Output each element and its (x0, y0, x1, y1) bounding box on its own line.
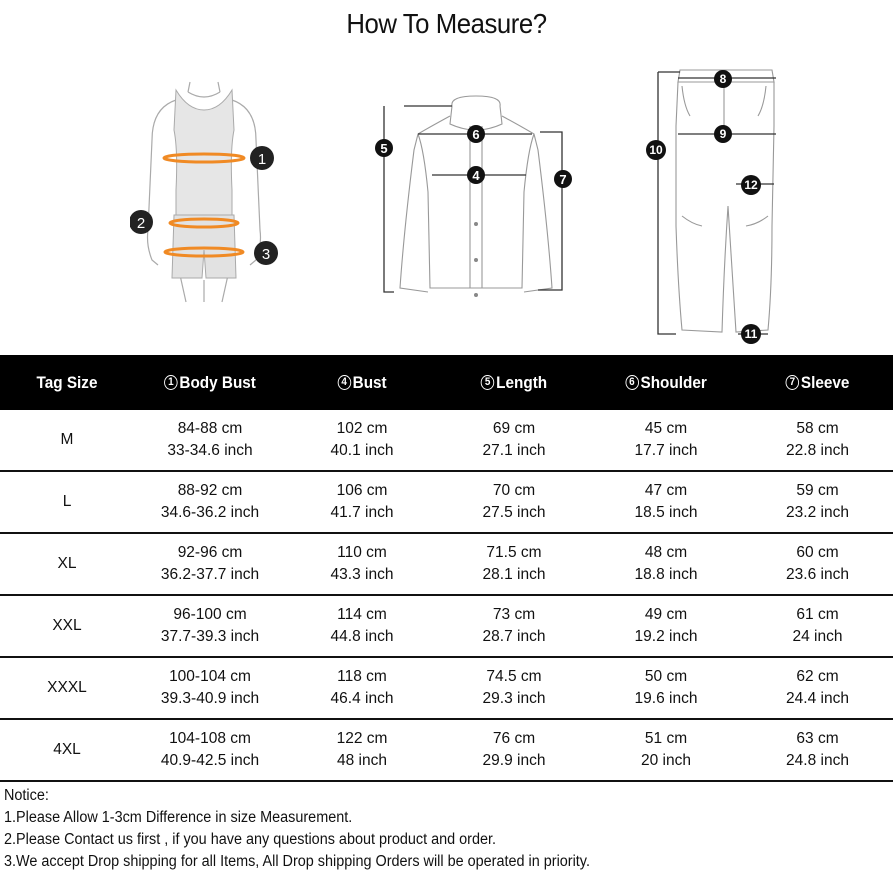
value-inch: 20 inch (641, 752, 691, 769)
cell-length (438, 418, 590, 462)
table-body (0, 410, 893, 782)
value-inch: 40.1 inch (330, 442, 394, 459)
header-tag-size: Tag Size (36, 372, 98, 392)
value-inch: 27.5 inch (482, 504, 546, 521)
value-cm: 114 cm (337, 606, 387, 623)
table-row (0, 410, 893, 472)
cell-bust (286, 604, 438, 648)
cell-tag-size: 4XL (53, 741, 81, 758)
table-row (0, 534, 893, 596)
value-cm: 61 cm (796, 606, 839, 623)
svg-text:4: 4 (472, 168, 480, 183)
value-cm: 76 cm (492, 730, 536, 747)
notice-item: 1.Please Allow 1-3cm Difference in size Measurement. (4, 809, 353, 826)
cell-shoulder (590, 666, 742, 710)
cell-shoulder (590, 728, 742, 772)
circled-number-icon: 4 (337, 375, 351, 390)
value-inch: 33-34.6 inch (167, 442, 253, 459)
cell-tag-size: XL (57, 555, 77, 572)
value-inch: 34.6-36.2 inch (160, 504, 260, 521)
value-cm: 96-100 cm (173, 606, 247, 623)
pants-measure-illustration (640, 66, 780, 346)
value-inch: 29.9 inch (482, 752, 546, 769)
value-cm: 106 cm (336, 482, 388, 499)
notice-item: 2.Please Contact us first , if you have any questions about product and order. (4, 831, 497, 848)
circled-number-icon: 7 (786, 375, 800, 390)
value-inch: 27.1 inch (482, 442, 546, 459)
cell-tag-size: L (62, 493, 72, 510)
value-inch: 41.7 inch (330, 504, 394, 521)
shirt-measure-illustration (370, 90, 580, 300)
value-cm: 102 cm (336, 420, 388, 437)
cell-length (438, 542, 590, 586)
svg-text:9: 9 (719, 127, 727, 141)
value-cm: 58 cm (796, 420, 839, 437)
page-title: How To Measure? (346, 8, 547, 39)
value-inch: 48 inch (337, 752, 387, 769)
cell-shoulder (590, 480, 742, 524)
table-row (0, 596, 893, 658)
value-inch: 23.2 inch (786, 504, 849, 521)
cell-shoulder (590, 418, 742, 462)
cell-sleeve (742, 480, 893, 524)
cell-body-bust (134, 542, 286, 586)
value-cm: 51 cm (644, 730, 688, 747)
value-inch: 39.3-40.9 inch (160, 690, 260, 707)
value-inch: 22.8 inch (786, 442, 849, 459)
value-cm: 118 cm (337, 668, 387, 685)
value-cm: 74.5 cm (486, 668, 542, 685)
value-inch: 24.4 inch (786, 690, 849, 707)
cell-bust (286, 542, 438, 586)
circled-number-icon: 1 (164, 375, 178, 390)
svg-text:2: 2 (136, 215, 146, 232)
value-cm: 92-96 cm (177, 544, 243, 561)
value-inch: 24.8 inch (786, 752, 849, 769)
cell-length (438, 480, 590, 524)
value-cm: 71.5 cm (486, 544, 542, 561)
notice-heading: Notice: (4, 787, 49, 804)
value-inch: 29.3 inch (482, 690, 546, 707)
value-cm: 73 cm (492, 606, 536, 623)
header-bust: 4 Bust (294, 373, 431, 393)
value-cm: 104-108 cm (169, 730, 251, 747)
value-inch: 37.7-39.3 inch (160, 628, 260, 645)
table-row (0, 472, 893, 534)
value-cm: 63 cm (796, 730, 839, 747)
cell-sleeve (742, 666, 893, 710)
value-inch: 28.1 inch (482, 566, 546, 583)
cell-sleeve (742, 728, 893, 772)
header-body-bust: 1 Body Bust (142, 373, 279, 393)
cell-body-bust (134, 604, 286, 648)
svg-text:6: 6 (472, 127, 480, 142)
table-header (0, 355, 893, 410)
value-cm: 100-104 cm (169, 668, 251, 685)
value-cm: 60 cm (796, 544, 839, 561)
circled-number-icon: 6 (625, 375, 639, 390)
notice-item: 3.We accept Drop shipping for all Items, All Drop shipping Orders will be operated in priority. (4, 853, 590, 870)
cell-bust (286, 418, 438, 462)
value-inch: 44.8 inch (330, 628, 394, 645)
value-cm: 45 cm (644, 420, 688, 437)
value-cm: 49 cm (644, 606, 688, 623)
cell-bust (286, 728, 438, 772)
cell-bust (286, 666, 438, 710)
value-cm: 84-88 cm (177, 420, 243, 437)
cell-sleeve (742, 542, 893, 586)
value-cm: 62 cm (796, 668, 839, 685)
value-inch: 28.7 inch (482, 628, 546, 645)
header-sleeve: 7 Sleeve (750, 373, 886, 393)
body-measure-illustration (130, 80, 300, 305)
value-inch: 19.6 inch (634, 690, 698, 707)
svg-text:10: 10 (649, 143, 663, 157)
cell-tag-size: XXL (52, 617, 82, 634)
cell-shoulder (590, 542, 742, 586)
table-row (0, 720, 893, 782)
header-length: 5 Length (446, 373, 583, 393)
cell-length (438, 728, 590, 772)
value-cm: 88-92 cm (177, 482, 243, 499)
value-cm: 47 cm (644, 482, 688, 499)
svg-text:7: 7 (559, 172, 567, 187)
svg-text:12: 12 (744, 178, 758, 192)
cell-bust (286, 480, 438, 524)
notice-section (4, 785, 590, 873)
value-cm: 122 cm (336, 730, 388, 747)
cell-sleeve (742, 604, 893, 648)
cell-body-bust (134, 728, 286, 772)
cell-length (438, 604, 590, 648)
svg-text:1: 1 (257, 151, 267, 168)
svg-text:11: 11 (744, 327, 758, 341)
cell-shoulder (590, 604, 742, 648)
circled-number-icon: 5 (481, 375, 494, 390)
cell-sleeve (742, 418, 893, 462)
value-inch: 19.2 inch (634, 628, 698, 645)
cell-length (438, 666, 590, 710)
value-cm: 48 cm (644, 544, 688, 561)
cell-body-bust (134, 666, 286, 710)
svg-text:8: 8 (719, 72, 727, 86)
value-inch: 46.4 inch (330, 690, 394, 707)
value-cm: 59 cm (796, 482, 839, 499)
value-inch: 36.2-37.7 inch (160, 566, 260, 583)
svg-text:5: 5 (380, 141, 388, 156)
value-cm: 110 cm (337, 544, 387, 561)
value-inch: 23.6 inch (786, 566, 849, 583)
value-inch: 43.3 inch (330, 566, 394, 583)
cell-body-bust (134, 480, 286, 524)
cell-tag-size: M (60, 431, 74, 448)
cell-body-bust (134, 418, 286, 462)
value-inch: 18.5 inch (634, 504, 698, 521)
value-cm: 69 cm (492, 420, 536, 437)
table-row (0, 658, 893, 720)
size-chart-table (0, 355, 893, 782)
value-inch: 18.8 inch (634, 566, 698, 583)
value-inch: 17.7 inch (634, 442, 698, 459)
value-inch: 24 inch (792, 628, 843, 645)
cell-tag-size: XXXL (47, 679, 87, 696)
header-shoulder: 6 Shoulder (598, 373, 735, 393)
value-cm: 70 cm (492, 482, 536, 499)
value-cm: 50 cm (644, 668, 688, 685)
svg-text:3: 3 (261, 246, 271, 263)
value-inch: 40.9-42.5 inch (160, 752, 260, 769)
